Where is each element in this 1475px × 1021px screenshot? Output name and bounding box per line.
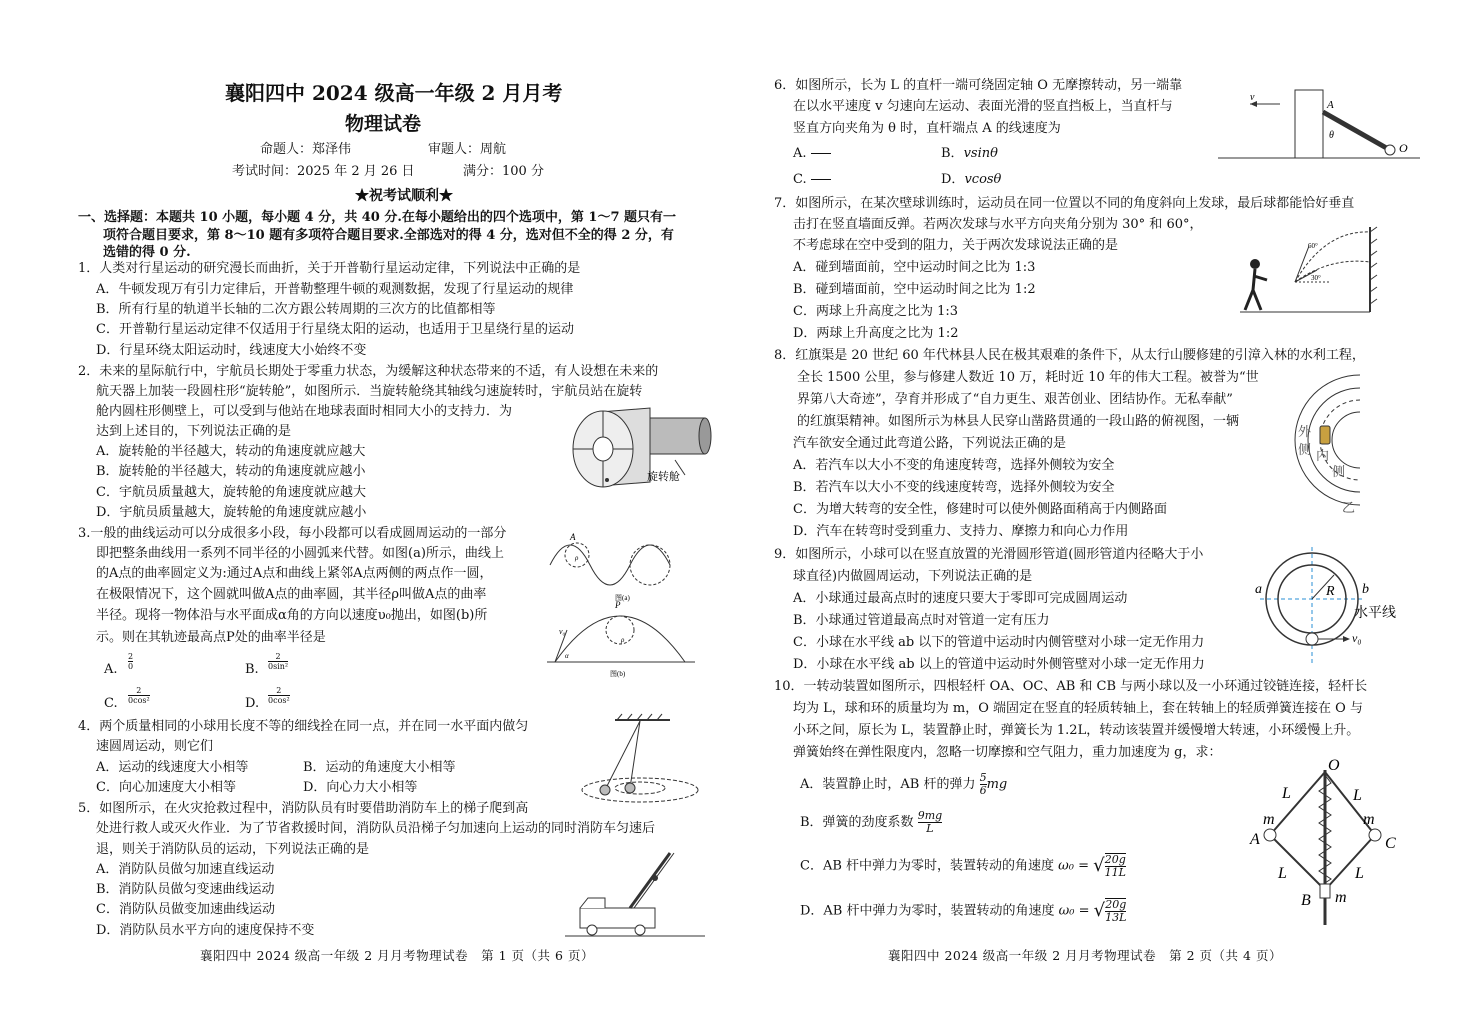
q1-stem: 1．人类对行星运动的研究漫长而曲折，关于开普勒行星运动定律，下列说法中正确的是 <box>78 261 581 276</box>
q8-option-b: B．若汽车以大小不变的线速度转弯，选择外侧较为安全 <box>793 480 1115 495</box>
q3-stem-4: 在极限情况下，这个圆就叫做A点的曲率圆，其半径ρ叫做A点的曲率 <box>96 587 487 602</box>
q2-stem-4: 达到上述目的，下列说法正确的是 <box>96 424 292 439</box>
svg-text:a: a <box>1255 582 1262 597</box>
q8-stem-2: 全长 1500 公里，参与修建人数近 10 万，耗时近 10 年的伟大工程。被誉为“世 <box>797 370 1259 385</box>
svg-text:m: m <box>1363 811 1375 828</box>
q4-option-b: B．运动的角速度大小相等 <box>303 760 456 775</box>
rotating-cabin-label: 旋转舱 <box>647 471 680 483</box>
svg-text:L: L <box>1355 865 1364 882</box>
q3-option-d-value: 2 0cos² <box>268 686 290 705</box>
q4-stem-1: 4．两个质量相同的小球用长度不等的细线拴在同一点，并在同一水平面内做匀 <box>78 719 529 734</box>
q8-stem-1: 8．红旗渠是 20 世纪 60 年代林县人民在极其艰难的条件下，从太行山腰修建的引漳入林的水利工程， <box>774 348 1365 363</box>
svg-text:b: b <box>1362 582 1369 597</box>
svg-text:侧: 侧 <box>1332 464 1346 479</box>
q7-option-c: C．两球上升高度之比为 1:3 <box>793 304 959 319</box>
left-footer: 襄阳四中 2024 级高一年级 2 月月考物理试卷 第 1 页（共 6 页） <box>200 948 594 963</box>
q7-stem-3: 不考虑球在空中受到的阻力，关于两次发球说法正确的是 <box>793 238 1119 253</box>
q3-stem-1: 3.一般的曲线运动可以分成很多小段，每小段都可以看成圆周运动的一部分 <box>78 526 507 541</box>
svg-text:L: L <box>1282 785 1291 802</box>
q9-option-a: A．小球通过最高点时的速度只要大于零即可完成圆周运动 <box>793 591 1128 606</box>
q9-option-d: D．小球在水平线 ab 以上的管道中运动时外侧管壁对小球一定无作用力 <box>793 657 1205 672</box>
q2-option-b: B．旋转舱的半径越大，转动的角速度就应越小 <box>96 464 366 479</box>
q1-option-c: C．开普勒行星运动定律不仅适用于行星绕太阳的运动，也适用于卫星绕行星的运动 <box>96 322 574 337</box>
svg-text:A: A <box>570 532 576 542</box>
svg-text:ρ: ρ <box>621 636 625 644</box>
q8-stem-3: 界第八大奇迹”，孕育并形成了“自力更生、艰苦创业、团结协作。无私奉献” <box>797 392 1233 407</box>
svg-text:O: O <box>1328 757 1340 774</box>
q10-stem-3: 小环之间，原长为 L，装置静止时，弹簧长为 1.2L，转动该装置并缓慢增大转速，小环缓慢上升。 <box>793 723 1360 738</box>
q7-option-b: B．碰到墙面前，空中运动时间之比为 1:2 <box>793 282 1036 297</box>
q5-stem-3: 退，则关于消防队员的运动，下列说法正确的是 <box>96 842 370 857</box>
q6-stem-2: 在以水平速度 v 匀速向左运动、表面光滑的竖直挡板上，当直杆与 <box>793 99 1173 114</box>
rod-figure <box>1215 82 1425 162</box>
q5-option-c: C．消防队员做变加速曲线运动 <box>96 902 275 917</box>
svg-text:α: α <box>565 652 569 660</box>
q2-stem-1: 2．未来的星际航行中，宇航员长期处于零重力状态，为缓解这种状态带来的不适，有人设想在未来的 <box>78 364 659 379</box>
right-footer: 襄阳四中 2024 级高一年级 2 月月考物理试卷 第 2 页（共 4 页） <box>888 948 1282 963</box>
q8-option-d: D．汽车在转弯时受到重力、支持力、摩擦力和向心力作用 <box>793 524 1129 539</box>
rotating-cabin-figure <box>565 400 715 500</box>
svg-text:v: v <box>1250 92 1255 103</box>
exam-title: 襄阳四中 2024 级高一年级 2 月月考 <box>225 81 563 105</box>
q3-option-b-value: 2 0sin² <box>268 652 289 671</box>
q6-stem-1: 6．如图所示，长为 L 的直杆一端可绕固定轴 O 无摩擦转动，另一端靠 <box>774 78 1183 93</box>
q7-stem-1: 7．如图所示，在某次壁球训练时，运动员在同一位置以不同的角度斜向上发球，最后球都能恰好垂直 <box>774 196 1355 211</box>
svg-text:R: R <box>1326 584 1335 599</box>
conical-pendulum-figure <box>575 712 710 807</box>
q4-option-d: D．向心力大小相等 <box>303 780 418 795</box>
q1-option-b: B．所有行星的轨道半长轴的二次方跟公转周期的三次方的比值都相等 <box>96 302 496 317</box>
q2-stem-2: 航天器上加装一段圆柱形“旋转舱”，如图所示．当旋转舱绕其轴线匀速旋转时，宇航员站在旋转 <box>96 384 643 399</box>
q4-option-a: A．运动的线速度大小相等 <box>96 760 249 775</box>
squash-figure <box>1235 222 1385 317</box>
svg-text:60°: 60° <box>1308 242 1318 250</box>
q5-stem-1: 5．如图所示，在火灾抢救过程中，消防队员有时要借助消防车上的梯子爬到高 <box>78 801 529 816</box>
svg-text:v₀: v₀ <box>1352 631 1362 645</box>
q1-option-a: A．牛顿发现万有引力定律后，开普勒整理牛顿的观测数据，发现了行星运动的规律 <box>96 282 574 297</box>
q10-option-a: A．装置静止时，AB 杆的弹力 $\frac{5}{6}$ mg <box>800 771 1008 797</box>
curvature-figure <box>545 530 705 680</box>
exam-time: 考试时间：2025 年 2 月 26 日 <box>232 164 415 179</box>
svg-text:C: C <box>1385 835 1396 852</box>
q1-option-d: D．行星环绕太阳运动时，线速度大小始终不变 <box>96 343 367 358</box>
figure-a-caption: 图(a) <box>615 594 630 602</box>
q2-option-c: C．宇航员质量越大，旋转舱的角速度就应越大 <box>96 485 366 500</box>
svg-text:B: B <box>1301 892 1311 909</box>
circular-tube-figure <box>1250 545 1410 670</box>
q6-option-a: A. <box>793 144 831 164</box>
q7-option-d: D．两球上升高度之比为 1:2 <box>793 326 959 341</box>
q6-option-d: D．vcosθ <box>941 172 1002 187</box>
q10-option-c: C．AB 杆中弹力为零时，装置转动的角速度 ω₀ = √ $\frac{20g}{11L}$ <box>800 853 1126 879</box>
svg-text:A: A <box>1327 99 1334 111</box>
q6-option-c: C. <box>793 170 831 190</box>
q7-option-a: A．碰到墙面前，空中运动时间之比为 1:3 <box>793 260 1036 275</box>
q5-option-b: B．消防队员做匀变速曲线运动 <box>96 882 275 897</box>
section-instructions-3: 选错的得 0 分. <box>103 245 191 260</box>
svg-text:水平线: 水平线 <box>1354 606 1396 621</box>
q9-stem-2: 球直径)内做圆周运动，下列说法正确的是 <box>793 569 1033 584</box>
q10-option-b: B．弹簧的劲度系数 $\frac{9mg}{L}$ <box>800 809 943 835</box>
q6-option-b: B．vsinθ <box>941 146 998 161</box>
q2-option-d: D．宇航员质量越大，旋转舱的角速度就应越小 <box>96 505 367 520</box>
svg-text:m: m <box>1335 889 1347 906</box>
q2-option-a: A．旋转舱的半径越大，转动的角速度就应越大 <box>96 444 366 459</box>
svg-text:外: 外 <box>1298 424 1312 439</box>
q8-stem-5: 汽车欲安全通过此弯道公路，下列说法正确的是 <box>793 436 1067 451</box>
section-instructions-2: 项符合题目要求，第 8～10 题有多项符合题目要求.全部选对的得 4 分，选对但不全的得 2 分，有 <box>103 228 674 243</box>
q9-option-c: C．小球在水平线 ab 以下的管道中运动时内侧管壁对小球一定无作用力 <box>793 635 1205 650</box>
q10-stem-2: 均为 L，球和环的质量均为 m，O 端固定在竖直的轻质转轴上，套在转轴上的轻质弹簧连接在 O 与 <box>793 701 1363 716</box>
q9-option-b: B．小球通过管道最高点时对管道一定有压力 <box>793 613 1050 628</box>
q5-stem-2: 处进行救人或灭火作业．为了节省救援时间，消防队员沿梯子匀加速向上运动的同时消防车匀速后 <box>96 821 656 836</box>
svg-text:ρ: ρ <box>575 554 579 562</box>
q3-stem-3: 的A点的曲率圆定义为:通过A点和曲线上紧邻A点两侧的两点作一圆， <box>96 566 493 581</box>
exam-score: 满分：100 分 <box>463 164 544 179</box>
q3-option-c: C. <box>104 696 118 711</box>
svg-text:乙: 乙 <box>1342 500 1356 515</box>
q2-stem-3: 舱内圆柱形侧壁上，可以受到与他站在地球表面时相同大小的支持力．为 <box>96 404 513 419</box>
svg-text:m: m <box>1263 811 1275 828</box>
svg-text:L: L <box>1278 865 1287 882</box>
setter: 命题人：郑泽伟 <box>260 142 352 157</box>
section-instructions-1: 一、选择题：本题共 10 小题，每小题 4 分，共 40 分.在每小题给出的四个选项中，第 1～7 题只有一 <box>78 210 677 225</box>
svg-text:O: O <box>1399 141 1408 155</box>
good-luck: ★祝考试顺利★ <box>355 188 453 204</box>
q10-option-d: D．AB 杆中弹力为零时，装置转动的角速度 ω₀ = √ $\frac{20g}{13L}$ <box>800 898 1127 924</box>
svg-text:A: A <box>1250 831 1260 848</box>
q4-option-c: C．向心加速度大小相等 <box>96 780 236 795</box>
q7-stem-2: 击打在竖直墙面反弹。若两次发球与水平方向夹角分别为 30° 和 60°， <box>793 217 1203 232</box>
svg-text:v₀: v₀ <box>559 627 566 636</box>
q3-option-a: A. <box>104 662 118 677</box>
q4-stem-2: 速圆周运动，则它们 <box>96 739 214 754</box>
svg-text:L: L <box>1353 787 1362 804</box>
q9-stem-1: 9．如图所示，小球可以在竖直放置的光滑圆形管道(圆形管道内径略大于小 <box>774 547 1204 562</box>
q3-option-b: B. <box>245 662 259 677</box>
q8-stem-4: 的红旗渠精神。如图所示为林县人民穿山凿路贯通的一段山路的俯视图，一辆 <box>797 414 1240 429</box>
rotating-device-figure <box>1245 750 1405 930</box>
q10-stem-4: 弹簧始终在弹性限度内，忽略一切摩擦和空气阻力，重力加速度为 g，求： <box>793 745 1222 760</box>
fire-truck-figure <box>560 848 710 943</box>
svg-text:侧: 侧 <box>1298 442 1312 457</box>
svg-text:30°: 30° <box>1311 274 1321 282</box>
q6-stem-3: 竖直方向夹角为 θ 时，直杆端点 A 的线速度为 <box>793 121 1061 136</box>
q3-stem-2: 即把整条曲线用一系列不同半径的小圆弧来代替。如图(a)所示，曲线上 <box>96 546 504 561</box>
svg-text:P: P <box>615 600 621 610</box>
svg-text:θ: θ <box>1329 130 1334 141</box>
q5-option-d: D．消防队员水平方向的速度保持不变 <box>96 923 315 938</box>
q8-option-c: C．为增大转弯的安全性，修建时可以使外侧路面稍高于内侧路面 <box>793 502 1167 517</box>
reviewer: 审题人：周航 <box>428 142 507 157</box>
q3-stem-5: 半径。现将一物体沿与水平面成α角的方向以速度υ₀抛出，如图(b)所 <box>96 608 488 623</box>
curved-road-figure <box>1290 370 1400 520</box>
q5-option-a: A．消防队员做匀加速直线运动 <box>96 862 275 877</box>
q8-option-a: A．若汽车以大小不变的角速度转弯，选择外侧较为安全 <box>793 458 1115 473</box>
svg-text:内: 内 <box>1316 448 1330 463</box>
q3-option-c-value: 2 0cos² <box>128 686 150 705</box>
q10-stem-1: 10．一转动装置如图所示，四根轻杆 OA、OC、AB 和 CB 与两小球以及一小环通过铰链连接，轻杆长 <box>774 679 1368 694</box>
q3-option-d: D. <box>245 696 260 711</box>
exam-subtitle: 物理试卷 <box>345 113 422 135</box>
q3-option-a-value: 2 0 <box>128 652 134 671</box>
figure-b-caption: 图(b) <box>610 670 626 678</box>
q3-stem-6: 示。则在其轨迹最高点P处的曲率半径是 <box>96 630 326 645</box>
